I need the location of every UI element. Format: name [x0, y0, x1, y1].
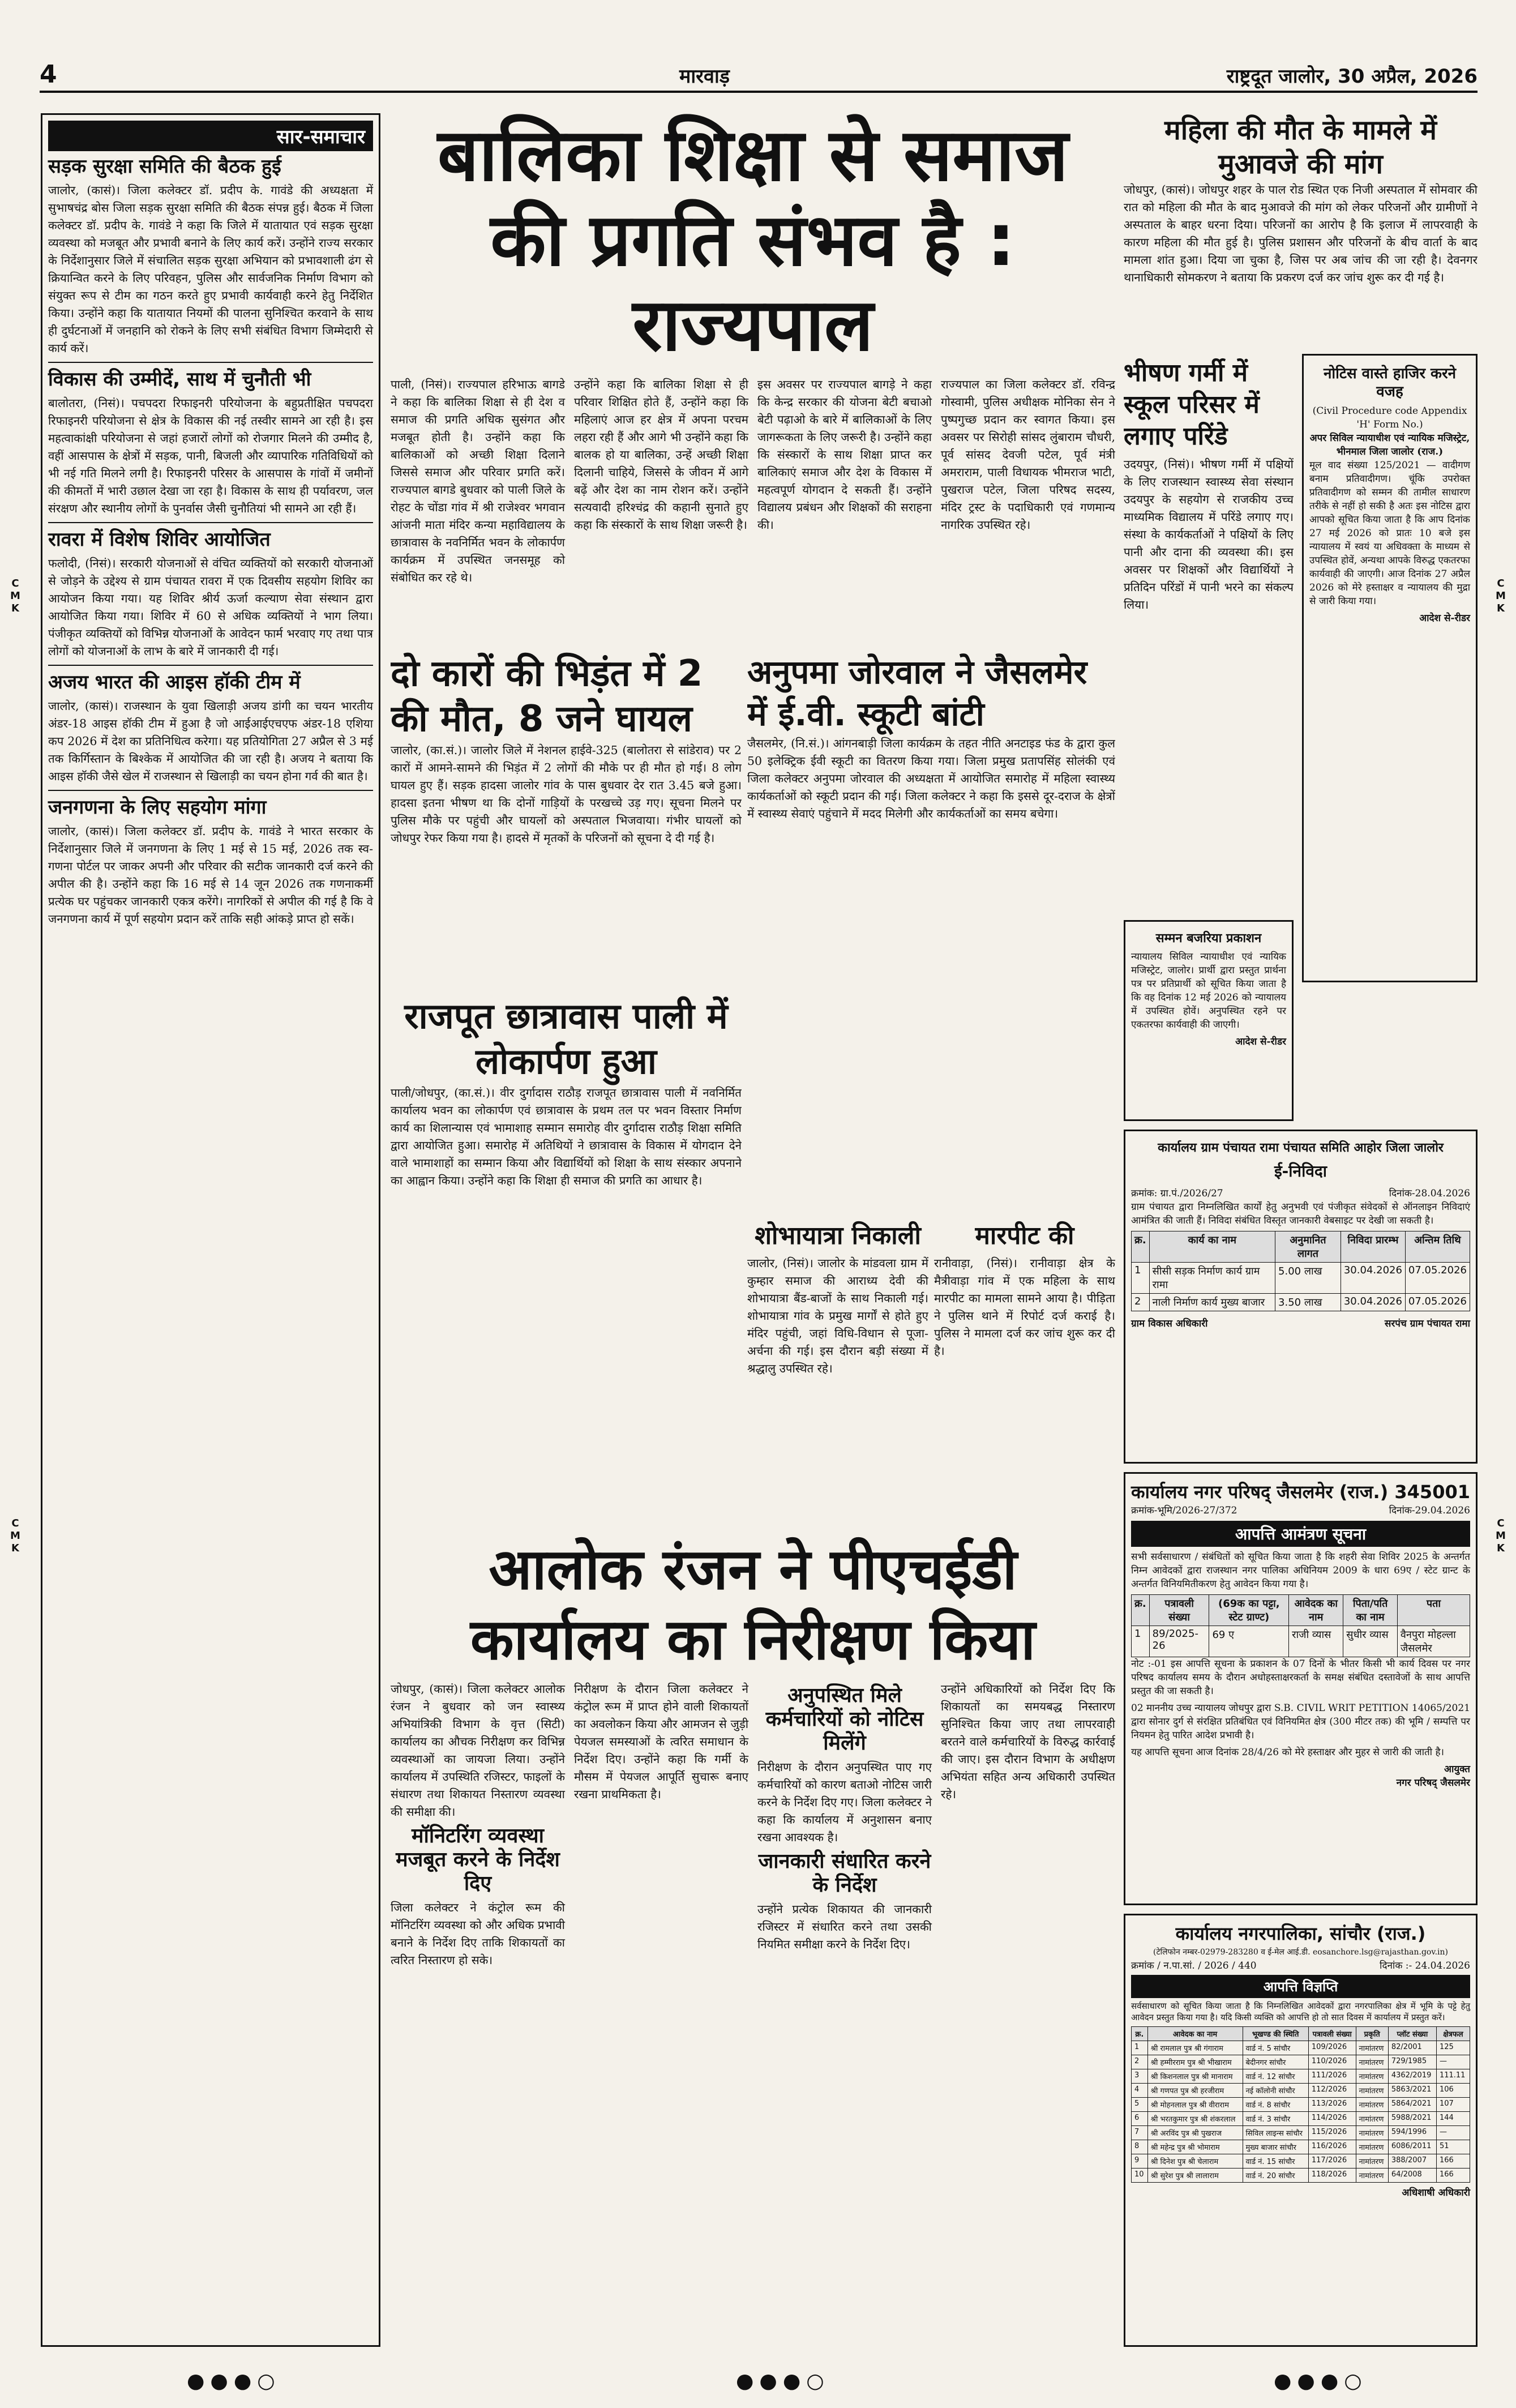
table-header: पता: [1397, 1595, 1470, 1626]
jaisalmer-title: कार्यालय नगर परिषद् जैसलमेर (राज.) 345001: [1131, 1481, 1470, 1503]
table-row: [1132, 1294, 1470, 1311]
sanchore-ref: क्रमांक / न.पा.सां. / 2026 / 440: [1131, 1960, 1257, 1971]
briefs-banner: सार-समाचार: [48, 121, 373, 151]
table-row: [1132, 2154, 1470, 2169]
summons-heading: सम्मन बजरिया प्रकाशन: [1155, 931, 1262, 946]
table-header: पत्रावली संख्या: [1149, 1595, 1209, 1626]
jaisalmer-note: नोट :-01 इस आपत्ति सूचना के प्रकाशन के 07 दिनों के भीतर किसी भी कार्य दिवस पर नगर परिषद कार्यालय समय के दौरान अधोहस्ताक्षरकर्ता के समक्ष संबंधित दस्तावेजों के साथ आपत्ति प्रस्तुत की जा सकती है।: [1131, 1658, 1470, 1697]
table-cell: 594/1996: [1388, 2126, 1436, 2140]
assault-story: [934, 1217, 1115, 1523]
tender-heading: कार्यालय ग्राम पंचायत रामा पंचायत समिति आहोर जिला जालोर: [1158, 1141, 1444, 1155]
table-cell: 9: [1132, 2154, 1148, 2169]
table-cell: 30.04.2026: [1341, 1263, 1405, 1294]
registration-dots: ●●●○: [187, 2369, 281, 2393]
notice-heading: नोटिस वास्ते हाजिर करने वजह: [1323, 365, 1457, 400]
brief-title: सड़क सुरक्षा समिति की बैठक हुई: [48, 155, 281, 178]
brief-title: विकास की उम्मीदें, साथ में चुनौती भी: [48, 368, 311, 391]
paper-date: राष्ट्रदूत जालोर, 30 अप्रैल, 2026: [1226, 65, 1478, 88]
table-header: क्र.: [1132, 1595, 1150, 1626]
objection-notice-jaisalmer: [1124, 1472, 1478, 1905]
table-cell: 106: [1436, 2084, 1470, 2098]
table-cell: 111.11: [1436, 2069, 1470, 2084]
table-row: [1132, 2055, 1470, 2069]
table-cell: नामांतरण: [1356, 2140, 1388, 2154]
table-cell: वार्ड नं. 3 सांचौर: [1243, 2112, 1308, 2126]
table-row: [1132, 1263, 1470, 1294]
cmk-mark-right-top: C M K: [1496, 578, 1506, 614]
table-cell: 2: [1132, 1294, 1150, 1311]
sanchore-title: कार्यालय नगरपालिका, सांचौर (राज.): [1175, 1923, 1426, 1944]
lead-headline: बालिका शिक्षा से समाज की प्रगति संभव है : राज्यपाल: [437, 113, 1069, 367]
table-cell: 166: [1436, 2154, 1470, 2169]
table-cell: 729/1985: [1388, 2055, 1436, 2069]
jaisalmer-sign: आयुक्त: [1444, 1764, 1470, 1775]
assault-headline: मारपीट की: [975, 1221, 1074, 1250]
sanchore-table: [1131, 2026, 1470, 2183]
table-cell: श्री रामलाल पुत्र श्री गंगाराम: [1147, 2041, 1243, 2055]
table-cell: 125: [1436, 2041, 1470, 2055]
table-cell: 69 ए: [1209, 1626, 1289, 1657]
table-cell: 107: [1436, 2098, 1470, 2112]
table-header: भूखण्ड की स्थिति: [1243, 2027, 1308, 2041]
table-header: प्रकृति: [1356, 2027, 1388, 2041]
phed-body: निरीक्षण के दौरान जिला कलेक्टर ने कंट्रोल रूम में प्राप्त होने वाली शिकायतों का अवलोकन किया और आमजन से जुड़ी पेयजल समस्याओं के त्वरित समाधान के निर्देश दिए। उन्होंने कहा कि गर्मी के मौसम में पेयजल आपूर्ति सुचारू बनाए रखना प्राथमिकता है।: [574, 1682, 748, 1801]
table-header: क्र.: [1132, 1231, 1150, 1263]
table-cell: नई कॉलोनी सांचौर: [1243, 2084, 1308, 2098]
table-cell: श्री गणपत पुत्र श्री हरजीराम: [1147, 2084, 1243, 2098]
jaisalmer-sign: नगर परिषद् जैसलमेर: [1396, 1777, 1470, 1789]
hostel-story: [391, 994, 742, 1526]
crash-body: जालोर, (का.सं.)। जालोर जिले में नेशनल हाईवे-325 (बालोतरा से सांडेराव) पर 2 कारों में आमने-सामने की भिड़ंत में 2 लोगों की मौके पर ही मौत हो गई। 8 लोग घायल हुए हैं। सड़क हादसा जालोर गांव के पास बुधवार देर रात 3.45 बजे हुआ। हादसा इतना भीषण था कि दोनों गाड़ियों के परखच्चे उड़ गए। सूचना मिलने पर पुलिस मौके पर पहुंची और घायलों को अस्पताल भिजवाया। गंभीर घायलों को जोधपुर रेफर किया गया है। हादसे में मृतकों के परिजनों को सूचना दे दी गई है।: [391, 743, 742, 845]
table-cell: सीसी सड़क निर्माण कार्य ग्राम रामा: [1149, 1263, 1275, 1294]
lead-story: [391, 113, 1115, 643]
tender-sign-left: ग्राम विकास अधिकारी: [1131, 1318, 1208, 1329]
table-cell: 118/2026: [1308, 2169, 1356, 2183]
table-row: [1132, 2041, 1470, 2055]
brief-body: जालोर, (कासं)। जिला कलेक्टर डॉ. प्रदीप के. गावंडे ने भारत सरकार के निर्देशानुसार जिले में जनगणना के लिए 1 मई से 15 मई, 2026 तक स्व-गणना पोर्टल पर जाकर अपनी और परिवार की सटीक जानकारी दर्ज करने की अपील की है। उन्होंने कहा कि 16 मई से 14 जून 2026 तक गणनाकर्मी प्रत्येक घर पहुंचकर जानकारी एकत्र करेंगे। नागरिकों से अपील की गई है कि वे जनगणना कार्य में पूर्ण सहयोग प्रदान करें ताकि सही आंकड़े प्राप्त हो सकें।: [48, 824, 373, 926]
table-cell: श्री हम्मीरराम पुत्र श्री भीखाराम: [1147, 2055, 1243, 2069]
table-cell: नामांतरण: [1356, 2055, 1388, 2069]
sanchore-intro: सर्वसाधारण को सूचित किया जाता है कि निम्नलिखित आवेदकों द्वारा नगरपालिका क्षेत्र में भूमि के पट्टे हेतु आवेदन प्रस्तुत किया गया है। यदि किसी व्यक्ति को आपत्ति हो तो सात दिवस में कार्यालय में प्रस्तुत करें।: [1131, 2001, 1470, 2022]
table-header: कार्य का नाम: [1149, 1231, 1275, 1263]
table-cell: श्री सुरेश पुत्र श्री लालाराम: [1147, 2169, 1243, 2183]
table-cell: 112/2026: [1308, 2084, 1356, 2098]
compensation-story: [1124, 113, 1478, 351]
notice-sign: आदेश से-रीडर: [1419, 613, 1470, 624]
table-row: [1132, 1626, 1470, 1657]
notice-body: मूल वाद संख्या 125/2021 — वादीगण बनाम प्रतिवादीगण। चूंकि उपरोक्त प्रतिवादीगण को सम्मन की तामील साधारण तरीके से नहीं हो सकी है अतः इस नोटिस द्वारा आपको सूचित किया जाता है कि आप दिनांक 27 मई 2026 को प्रातः 10 बजे इस न्यायालय में स्वयं या अधिवक्ता के माध्यम से उपस्थित होवें, अन्यथा आपके विरुद्ध एकतरफा कार्यवाही की जाएगी। आज दिनांक 27 अप्रैल 2026 को मेरे हस्ताक्षर व न्यायालय की मुद्रा से जारी किया गया।: [1309, 460, 1470, 607]
jaisalmer-sub: आपत्ति आमंत्रण सूचना: [1131, 1521, 1470, 1547]
heat-headline: भीषण गर्मी में स्कूल परिसर में लगाए परिंडे: [1124, 358, 1260, 451]
cmk-mark-left-top: C M K: [10, 578, 20, 614]
brief-body: बालोतरा, (निसं)। पचपदरा रिफाइनरी परियोजना के बहुप्रतीक्षित पचपदरा रिफाइनरी परियोजना से क्षेत्र के विकास की नई तस्वीर सामने आ रही है। इस महत्वाकांक्षी परियोजना से जहां हजारों लोगों को रोजगार मिलने की उम्मीद है, वहीं आसपास के क्षेत्रों में सड़क, पानी, बिजली और व्यापारिक गतिविधियों को भी नई गति मिलने लगी है। रिफाइनरी परिसर के आसपास के गांवों में जमीनों की कीमतों में भारी उछाल देखा जा रहा है। विकास के साथ ही पर्यावरण, जल संरक्षण और स्थानीय लोगों के पुनर्वास जैसी चुनौतियां भी सामने आ रही हैं।: [48, 396, 373, 515]
jaisalmer-note: यह आपत्ति सूचना आज दिनांक 28/4/26 को मेरे हस्ताक्षर और मुहर से जारी की जाती है।: [1131, 1747, 1444, 1758]
table-cell: 1: [1132, 2041, 1148, 2055]
table-cell: 166: [1436, 2169, 1470, 2183]
table-cell: 5988/2021: [1388, 2112, 1436, 2126]
table-cell: नामांतरण: [1356, 2084, 1388, 2098]
table-header: प्लॉट संख्या: [1388, 2027, 1436, 2041]
table-cell: 114/2026: [1308, 2112, 1356, 2126]
table-row: [1132, 2140, 1470, 2154]
table-cell: 1: [1132, 1263, 1150, 1294]
table-cell: 115/2026: [1308, 2126, 1356, 2140]
table-cell: 10: [1132, 2169, 1148, 2183]
page-number: 4: [40, 60, 57, 89]
table-row: [1132, 2126, 1470, 2140]
notice-sub: (Civil Procedure code Appendix 'H' Form No.): [1312, 405, 1467, 430]
tender-sign-right: सरपंच ग्राम पंचायत रामा: [1384, 1318, 1470, 1329]
table-cell: वार्ड नं. 8 सांचौर: [1243, 2098, 1308, 2112]
phed-body: निरीक्षण के दौरान अनुपस्थित पाए गए कर्मचारियों को कारण बताओ नोटिस जारी करने के निर्देश दिए गए। जिला कलेक्टर ने कहा कि कार्यालय में अनुशासन बनाए रखना आवश्यक है।: [757, 1760, 932, 1844]
table-cell: वार्ड नं. 5 सांचौर: [1243, 2041, 1308, 2055]
procession-body: जालोर, (निसं)। जालोर के मांडवला ग्राम में कुम्हार समाज की आराध्य देवी की शोभायात्रा बैंड-बाजों के साथ निकाली गई। शोभायात्रा गांव के प्रमुख मार्गों से होते हुए मंदिर पहुंची, जहां विधि-विधान से पूजा-अर्चना की गई। इस दौरान बड़ी संख्या में श्रद्धालु उपस्थित रहे।: [747, 1256, 928, 1375]
court-notice: [1302, 354, 1478, 982]
hostel-headline: राजपूत छात्रावास पाली में लोकार्पण हुआ: [404, 995, 728, 1082]
table-header: क्र.: [1132, 2027, 1148, 2041]
table-cell: 111/2026: [1308, 2069, 1356, 2084]
phed-body: जोधपुर, (कासं)। जिला कलेक्टर आलोक रंजन ने बुधवार को जन स्वास्थ्य अभियांत्रिकी विभाग के वृत्त (सिटी) कार्यालय का औचक निरीक्षण कर विभिन्न व्यवस्थाओं का जायजा लिया। उन्होंने कार्यालय में उपस्थिति रजिस्टर, फाइलों के संधारण तथा शिकायत निस्तारण व्यवस्था की समीक्षा की।: [391, 1682, 565, 1819]
table-cell: 7: [1132, 2126, 1148, 2140]
table-cell: 8: [1132, 2140, 1148, 2154]
table-cell: 3: [1132, 2069, 1148, 2084]
table-cell: नामांतरण: [1356, 2154, 1388, 2169]
table-cell: 89/2025-26: [1149, 1626, 1209, 1657]
heat-body: उदयपुर, (निसं)। भीषण गर्मी में पक्षियों के लिए राजस्थान स्वास्थ्य सेवा संस्थान उदयपुर के सहयोग से राजकीय उच्च माध्यमिक विद्यालय में परिंडे लगाए गए। संस्था के कार्यकर्ताओं ने पक्षियों के लिए पानी और दाना की व्यवस्था की। इस अवसर पर शिक्षकों और विद्यार्थियों ने प्रतिदिन परिंडों में पानी भरने का संकल्प लिया।: [1124, 457, 1294, 611]
tender-ref: क्रमांक: ग्रा.पं./2026/27: [1131, 1188, 1223, 1199]
table-header: अन्तिम तिथि: [1405, 1231, 1470, 1263]
compensation-body: जोधपुर, (कासं)। जोधपुर शहर के पाल रोड स्थित एक निजी अस्पताल में सोमवार की रात को महिला की मौत के बाद मुआवजे की मांग को लेकर परिजनों और ग्रामीणों ने अस्पताल के बाहर धरना दिया। परिजनों का आरोप है कि इलाज में लापरवाही के कारण महिला की मौत हुई है। पुलिस प्रशासन और परिजनों के बीच वार्ता के बाद मामला शांत हुआ। दिया जा चुका है, जिस पर अब जांच की जा रही है। देवनगर थानाधिकारी सोमकरण ने बताया कि प्रकरण दर्ज कर जांच शुरू कर दी गई है।: [1124, 183, 1478, 284]
hostel-body: पाली/जोधपुर, (का.सं.)। वीर दुर्गादास राठौड़ राजपूत छात्रावास पाली में नवनिर्मित कार्यालय भवन का लोकार्पण एवं छात्रावास के प्रथम तल पर भवन विस्तार निर्माण कार्य का शिलान्यास एवं भामाशाह सम्मान समारोह वीर दुर्गादास राठौड़ शिक्षा समिति द्वारा आयोजित हुआ। समारोह में अतिथियों ने छात्रावास के विकास में योगदान देने वाले भामाशाहों का सम्मान किया और विद्यार्थियों को शिक्षा के साथ संस्कार अपनाने का आह्वान किया। उन्होंने कहा कि शिक्षा ही समाज की प्रगति का आधार है।: [391, 1086, 742, 1187]
objection-notice-sanchore: [1124, 1914, 1478, 2347]
table-header: आवेदक का नाम: [1289, 1595, 1343, 1626]
phed-story: [391, 1534, 1115, 2347]
table-cell: बेदीनगर सांचौर: [1243, 2055, 1308, 2069]
crash-story: [391, 651, 742, 985]
table-row: [1132, 2069, 1470, 2084]
summons-notice: [1124, 920, 1294, 1121]
table-cell: श्री महेन्द्र पुत्र श्री भोमाराम: [1147, 2140, 1243, 2154]
table-header: आवेदक का नाम: [1147, 2027, 1243, 2041]
table-cell: 3.50 लाख: [1275, 1294, 1341, 1311]
table-cell: 30.04.2026: [1341, 1294, 1405, 1311]
lead-body: उन्होंने कहा कि बालिका शिक्षा से ही परिवार शिक्षित होते हैं, उन्होंने कहा कि महिलाएं आज हर क्षेत्र में अपना परचम लहरा रही हैं और आगे भी उन्होंने कहा कि बालक हो या बालिका, उन्हें अच्छी शिक्षा दिलानी चाहिये, जिससे के जीवन में आगे बढ़ें और देश का नाम रोशन करें। उन्होंने सत्यवादी हरिश्चंद्र की कहानी सुनाते हुए कहा कि संस्कारों के साथ शिक्षा जरूरी है।: [574, 378, 748, 532]
table-cell: सुधीर व्यास: [1343, 1626, 1398, 1657]
table-cell: 64/2008: [1388, 2169, 1436, 2183]
table-cell: सिविल लाइन्स सांचौर: [1243, 2126, 1308, 2140]
brief-title: अजय भारत की आइस हॉकी टीम में: [48, 671, 301, 694]
summons-sign: आदेश से-रीडर: [1235, 1036, 1286, 1047]
table-cell: वार्ड नं. 15 सांचौर: [1243, 2154, 1308, 2169]
table-cell: नामांतरण: [1356, 2112, 1388, 2126]
table-cell: 5864/2021: [1388, 2098, 1436, 2112]
table-header: पत्रावली संख्या: [1308, 2027, 1356, 2041]
sanchore-sign: अधिशाषी अधिकारी: [1402, 2187, 1470, 2199]
table-cell: —: [1436, 2126, 1470, 2140]
table-cell: —: [1436, 2055, 1470, 2069]
phed-body: उन्होंने प्रत्येक शिकायत की जानकारी रजिस्टर में संधारित करने तथा उसकी नियमित समीक्षा करने के निर्देश दिए।: [757, 1902, 932, 1951]
cmk-mark-left-bottom: C M K: [10, 1517, 20, 1554]
phed-headline: आलोक रंजन ने पीएचईडी कार्यालय का निरीक्षण किया: [470, 1536, 1036, 1673]
table-cell: नामांतरण: [1356, 2126, 1388, 2140]
table-cell: 82/2001: [1388, 2041, 1436, 2055]
table-cell: 117/2026: [1308, 2154, 1356, 2169]
sanchore-date: दिनांक :- 24.04.2026: [1380, 1960, 1470, 1971]
table-header: अनुमानित लागत: [1275, 1231, 1341, 1263]
scooty-story: [747, 651, 1115, 1212]
jaisalmer-date: दिनांक-29.04.2026: [1389, 1505, 1470, 1516]
table-row: [1132, 2098, 1470, 2112]
tender-notice: [1124, 1130, 1478, 1464]
phed-subhead: जानकारी संधारित करने के निर्देश: [758, 1850, 931, 1897]
brief-body: फलोदी, (निसं)। सरकारी योजनाओं से वंचित व्यक्तियों को सरकारी योजनाओं से जोड़ने के उद्देश्य से ग्राम पंचायत रावरा में एक दिवसीय सहयोग शिविर का आयोजन किया गया। यह शिविर श्रीर्य ऊर्जा कल्याण सेवा संस्थान द्वारा आयोजित किया गया। शिविर में 60 से अधिक व्यक्तियों ने भाग लिया। पंजीकृत व्यक्तियों को विभिन्न योजनाओं के आवेदन फार्म भरवाए गए तथा पात्र लोगों को योजनाओं के लाभ के बारे में जानकारी दी गई।: [48, 557, 373, 658]
crash-headline: दो कारों की भिड़ंत में 2 की मौत, 8 जने घायल: [391, 653, 703, 740]
lead-body: राज्यपाल का जिला कलेक्टर डॉ. रविन्द्र गोस्वामी, पुलिस अधीक्षक मोनिका सेन ने पुष्पगुच्छ प्रदान कर स्वागत किया। इस अवसर पर सिरोही सांसद लुंबाराम चौधरी, पूर्व सांसद देवजी पटेल, पूर्व मंत्री अमराराम, पाली विधायक भीमराज भाटी, पुखराज पटेल, जिला परिषद सदस्य, मंदिर ट्रस्ट के पदाधिकारी एवं गणमान्य नागरिक उपस्थित रहे।: [941, 378, 1115, 532]
table-header: (69क का पट्टा, स्टेट ग्राण्ट): [1209, 1595, 1289, 1626]
jaisalmer-table: [1131, 1594, 1470, 1657]
table-cell: श्री भरतकुमार पुत्र श्री शंकरलाल: [1147, 2112, 1243, 2126]
tender-date: दिनांक-28.04.2026: [1389, 1188, 1470, 1199]
table-cell: 388/2007: [1388, 2154, 1436, 2169]
table-header: निविदा प्रारम्भ: [1341, 1231, 1405, 1263]
table-row: [1132, 2169, 1470, 2183]
heat-story: [1124, 354, 1294, 914]
sanchore-sub: आपत्ति विज्ञप्ति: [1131, 1975, 1470, 1998]
table-cell: 109/2026: [1308, 2041, 1356, 2055]
summons-body: न्यायालय सिविल न्यायाधीश एवं न्यायिक मजिस्ट्रेट, जालोर। प्रार्थी द्वारा प्रस्तुत प्रार्थना पत्र पर प्रतिप्रार्थी को सूचित किया जाता है कि वह दिनांक 12 मई 2026 को न्यायालय में उपस्थित होवें। अनुपस्थित रहने पर एकतरफा कार्यवाही की जाएगी।: [1131, 951, 1286, 1030]
table-cell: 4: [1132, 2084, 1148, 2098]
table-cell: 5863/2021: [1388, 2084, 1436, 2098]
compensation-headline: महिला की मौत के मामले में मुआवजे की मांग: [1164, 114, 1437, 180]
table-cell: 144: [1436, 2112, 1470, 2126]
table-cell: श्री मोहनलाल पुत्र श्री वीराराम: [1147, 2098, 1243, 2112]
table-cell: 2: [1132, 2055, 1148, 2069]
table-cell: 51: [1436, 2140, 1470, 2154]
table-cell: नामांतरण: [1356, 2098, 1388, 2112]
table-cell: नामांतरण: [1356, 2041, 1388, 2055]
jaisalmer-note: 02 माननीय उच्च न्यायालय जोधपुर द्वारा S.B. CIVIL WRIT PETITION 14065/2021 द्वारा सोनार दुर्ग से संरक्षित प्रतिबंधित एवं विनियमित क्षेत्र (300 मीटर तक) की भूमि / सम्पत्ति पर नियमन हेतु पारित आदेश प्रभावी है।: [1131, 1703, 1470, 1741]
table-cell: 6086/2011: [1388, 2140, 1436, 2154]
brief-title: जनगणना के लिए सहयोग मांगा: [48, 796, 267, 819]
table-cell: नामांतरण: [1356, 2169, 1388, 2183]
phed-subhead: मॉनिटरिंग व्यवस्था मजबूत करने के निर्देश दिए: [396, 1824, 560, 1895]
assault-body: रानीवाड़ा, (निसं)। रानीवाड़ा क्षेत्र के मैत्रीवाड़ा गांव में एक महिला के साथ मारपीट का मामला सामने आया है। पीड़िता ने पुलिस थाने में रिपोर्ट दर्ज कराई है। पुलिस ने मामला दर्ज कर जांच शुरू कर दी है।: [934, 1256, 1115, 1358]
table-cell: श्री किशनलाल पुत्र श्री मानाराम: [1147, 2069, 1243, 2084]
table-header: पिता/पति का नाम: [1343, 1595, 1398, 1626]
table-cell: 1: [1132, 1626, 1150, 1657]
table-cell: 5.00 लाख: [1275, 1263, 1341, 1294]
registration-dots: ●●●○: [1274, 2369, 1368, 2393]
phed-body: जिला कलेक्टर ने कंट्रोल रूम की मॉनिटरिंग व्यवस्था को और अधिक प्रभावी बनाने के निर्देश दिए ताकि शिकायतों का त्वरित निस्तारण हो सके।: [391, 1901, 565, 1967]
cmk-mark-right-bottom: C M K: [1496, 1517, 1506, 1554]
table-cell: 110/2026: [1308, 2055, 1356, 2069]
brief-body: जालोर, (कासं)। राजस्थान के युवा खिलाड़ी अजय डांगी का चयन भारतीय अंडर-18 आइस हॉकी टीम में हुआ है जो आईआईएचएफ अंडर-18 एशिया कप 2026 में देश का प्रतिनिधित्व करेगा। यह प्रतियोगिता 27 अप्रैल से 3 मई तक किर्गिस्तान के बिश्केक में आयोजित की जा रही है। अजय ने बताया कि आइस हॉकी जैसे खेल में राजस्थान से खिलाड़ी का चयन होना गर्व की बात है।: [48, 699, 373, 783]
masthead: [40, 57, 1478, 93]
notice-court: अपर सिविल न्यायाधीश एवं न्यायिक मजिस्ट्रेट, भीनमाल जिला जालोर (राज.): [1309, 433, 1470, 457]
table-cell: 07.05.2026: [1405, 1263, 1470, 1294]
table-cell: श्री दिनेश पुत्र श्री चेलाराम: [1147, 2154, 1243, 2169]
phed-body: उन्होंने अधिकारियों को निर्देश दिए कि शिकायतों का समयबद्ध निस्तारण सुनिश्चित किया जाए तथा लापरवाही बरतने वाले कर्मचारियों के विरुद्ध कार्रवाई की जाए। इस दौरान विभाग के अधीक्षण अभियंता सहित अन्य अधिकारी उपस्थित रहे।: [941, 1682, 1115, 1801]
table-cell: वार्ड नं. 20 सांचौर: [1243, 2169, 1308, 2183]
jaisalmer-ref: क्रमांक-भूमि/2026-27/372: [1131, 1505, 1237, 1516]
table-cell: मुख्य बाजार सांचौर: [1243, 2140, 1308, 2154]
table-cell: 113/2026: [1308, 2098, 1356, 2112]
table-header: क्षेत्रफल: [1436, 2027, 1470, 2041]
tender-table: [1131, 1231, 1470, 1311]
table-cell: नामांतरण: [1356, 2069, 1388, 2084]
jaisalmer-intro: सभी सर्वसाधारण / संबंधितों को सूचित किया जाता है कि शहरी सेवा शिविर 2025 के अन्तर्गत निम्न आवेदकों द्वारा राजस्थान नगर पालिका अधिनियम 2009 के धारा 69ए / स्टेट ग्रान्ट के अन्तर्गत विनियमितीकरण हेतु आवेदन किया गया है।: [1131, 1551, 1470, 1590]
lead-body: इस अवसर पर राज्यपाल बागड़े ने कहा कि केन्द्र सरकार की योजना बेटी बचाओ बेटी पढ़ाओ के बारे में बालिकाओं के लिए जागरूकता के लिए जरूरी है। उन्होंने कहा कि संस्कारों के साथ शिक्षा प्राप्त कर बालिकाएं समाज और देश के विकास में महत्वपूर्ण योगदान दे सकती हैं। उन्होंने विद्यालय प्रबंधन और शिक्षकों की सराहना की।: [757, 378, 932, 532]
procession-story: [747, 1217, 928, 1523]
table-cell: 116/2026: [1308, 2140, 1356, 2154]
table-cell: वार्ड नं. 12 सांचौर: [1243, 2069, 1308, 2084]
table-cell: नाली निर्माण कार्य मुख्य बाजार: [1149, 1294, 1275, 1311]
section-name: मारवाड़: [679, 65, 730, 88]
table-cell: 4362/2019: [1388, 2069, 1436, 2084]
table-row: [1132, 2084, 1470, 2098]
table-cell: 07.05.2026: [1405, 1294, 1470, 1311]
scooty-body: जैसलमेर, (नि.सं.)। आंगनबाड़ी जिला कार्यक्रम के तहत नीति अनटाइड फंड के द्वारा कुल 50 इलेक्ट्रिक ईवी स्कूटी का वितरण किया गया। जिला प्रमुख प्रतापसिंह सोलंकी एवं जिला कलेक्टर अनुपमा जोरवाल की अध्यक्षता में आयोजित समारोह में महिला स्वास्थ्य कार्यकर्ताओं को स्कूटी प्रदान की गई। जिला कलेक्टर ने कहा कि इससे दूर-दराज के क्षेत्रों में स्वास्थ्य सेवाएं पहुंचाने में मदद मिलेगी और कार्यकर्ताओं का समय बचेगा।: [747, 737, 1115, 820]
table-cell: वैनपुरा मोहल्ला जैसलमेर: [1397, 1626, 1470, 1657]
tender-sub: ई-निविदा: [1274, 1162, 1327, 1181]
table-cell: 6: [1132, 2112, 1148, 2126]
table-cell: 5: [1132, 2098, 1148, 2112]
table-row: [1132, 2112, 1470, 2126]
brief-title: रावरा में विशेष शिविर आयोजित: [48, 528, 271, 551]
tender-intro: ग्राम पंचायत द्वारा निम्नलिखित कार्यों हेतु अनुभवी एवं पंजीकृत संवेदकों से ऑनलाइन निविदाएं आमंत्रित की जाती हैं। निविदा संबंधित विस्तृत जानकारी वेबसाइट पर देखी जा सकती है।: [1131, 1201, 1470, 1226]
lead-body: पाली, (निसं)। राज्यपाल हरिभाऊ बागडे ने कहा कि बालिका शिक्षा से ही देश व समाज की प्रगति अधिक सुसंगत और मजबूत होती है। उन्होंने कहा कि बालिकाओं को अच्छी शिक्षा दिलाने जिससे समाज और परिवार प्रगति करें। राज्यपाल बागडे बुधवार को पाली जिले के रोहट के चोंडा गांव में श्री राजेश्वर भगवान आंजनी माता मंदिर कन्या महाविद्यालय के छात्रावास के नवनिर्मित भवन के लोकार्पण कार्यक्रम में उपस्थित जनसमूह को संबोधित कर रहे थे।: [391, 378, 565, 584]
table-cell: श्री अरविंद पुत्र श्री पुखराज: [1147, 2126, 1243, 2140]
brief-body: जालोर, (कासं)। जिला कलेक्टर डॉ. प्रदीप के. गावंडे की अध्यक्षता में सुभाषचंद्र बोस जिला सड़क सुरक्षा समिति की बैठक संपन्न हुई। बैठक में जिला कलेक्टर डॉ. प्रदीप के. गावंडे ने कहा कि जिले में यातायात एवं सड़क सुरक्षा व्यवस्था को मजबूत और प्रभावी बनाने के लिए कार्य करें। उन्होंने राज्य सरकार के निर्देशानुसार जिले में संचालित सड़क सुरक्षा अभियान को प्रभावशाली ढंग से क्रियान्वित करने के लिए परिवहन, पुलिस और सार्वजनिक निर्माण विभाग को संयुक्त रूप से टीम का गठन करते हुए प्रभावी कार्यवाही करने हेतु निर्देशित किया। उन्होंने कहा कि यातायात नियमों की पालना सुनिश्चित करवाने के साथ ही दुर्घटनाओं में जनहानि को रोकने के लिए सभी संबंधित विभाग जिम्मेदारी से कार्य करें।: [48, 183, 373, 355]
phed-subhead: अनुपस्थित मिले कर्मचारियों को नोटिस मिलेंगे: [765, 1684, 924, 1755]
table-cell: राजी व्यास: [1289, 1626, 1343, 1657]
news-briefs-column: [41, 113, 380, 2347]
procession-headline: शोभायात्रा निकाली: [755, 1221, 921, 1250]
scooty-headline: अनुपमा जोरवाल ने जैसलमेर में ई.वी. स्कूटी बांटी: [747, 653, 1087, 733]
registration-dots: ●●●○: [736, 2369, 830, 2393]
sanchore-contact: (टेलिफोन नम्बर-02979-283280 व ई-मेल आई.डी. eosanchore.lsg@rajasthan.gov.in): [1153, 1948, 1449, 1957]
